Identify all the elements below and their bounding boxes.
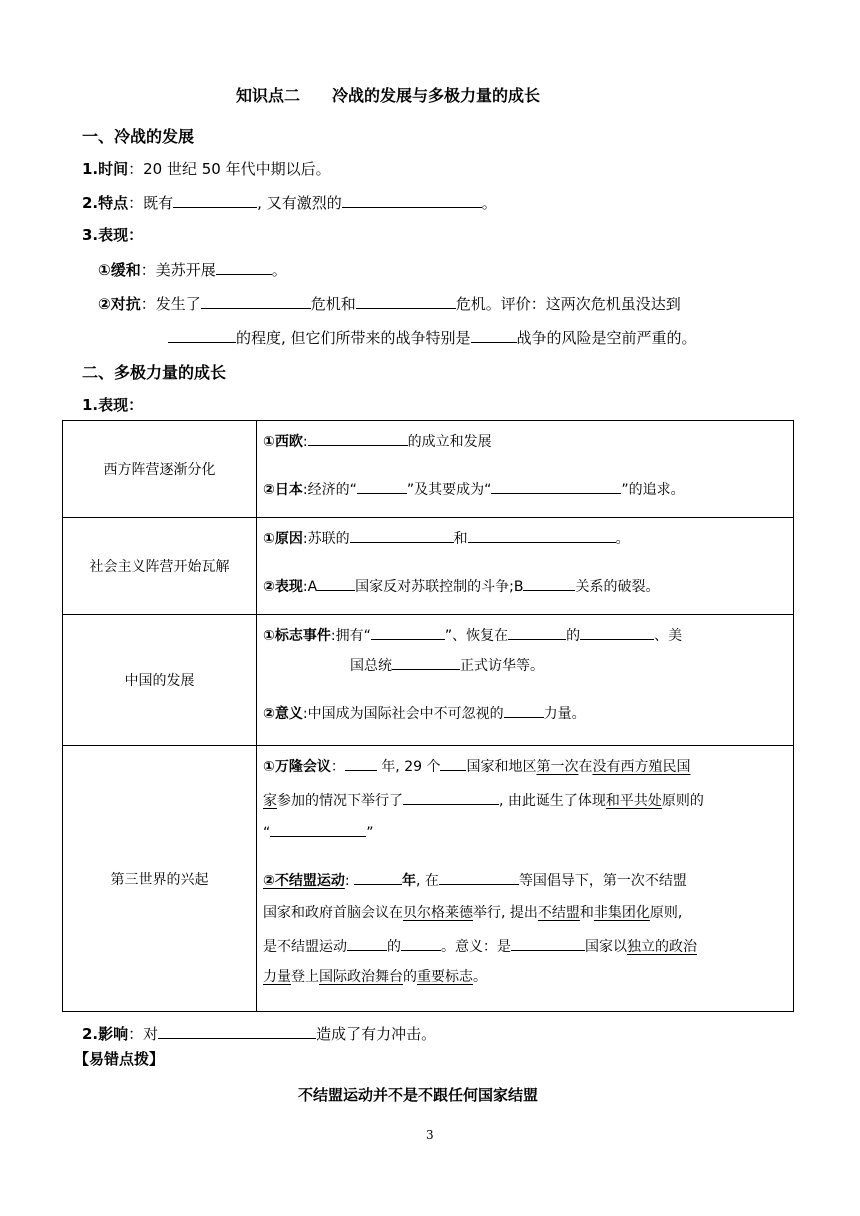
ease-label: ①缓和 (98, 261, 141, 279)
japan-text-b: ”及其要成为“ (406, 482, 492, 498)
conflict-text-a: ：发生了 (140, 295, 201, 313)
nam-text-i: 和 (579, 905, 594, 921)
nam-line-1 (263, 868, 687, 890)
blank-25[interactable] (439, 868, 519, 885)
nam-line-4 (263, 966, 487, 986)
blank-11[interactable] (350, 526, 454, 543)
nam-text-p: 独立的政治 (627, 939, 697, 955)
time-text: ：20 世纪 50 年代中期以后。 (128, 160, 331, 178)
table-row (63, 518, 794, 615)
blank-22[interactable] (403, 788, 499, 805)
bandung-text-i: , 由此诞生了体现 (499, 793, 606, 809)
west-europe-label: ①西欧 (263, 434, 303, 450)
impact-text-a: ：对 (128, 1025, 159, 1043)
significance-line (263, 701, 586, 723)
blank-12[interactable] (468, 526, 616, 543)
blank-5[interactable] (356, 292, 456, 309)
row-category: 西方阵营逐渐分化 (63, 421, 257, 518)
nam-text-k: 原则, (649, 905, 683, 921)
row-content (257, 518, 794, 615)
cause-line (263, 526, 630, 548)
nam-label: ②不结盟运动 (263, 873, 345, 889)
cause-text-b: 和 (453, 531, 468, 547)
page-title: 知识点二 冷战的发展与多极力量的成长 (236, 86, 541, 105)
event-text-d: 、美 (654, 628, 683, 644)
section1-heading: 一、冷战的发展 (82, 127, 195, 146)
bandung-text-b: 年, 29 个 (381, 759, 441, 775)
row-category: 第三世界的兴起 (63, 746, 257, 1012)
nam-text-t: 的 (403, 969, 417, 985)
nam-text-f: 贝尔格莱德 (403, 905, 473, 921)
bandung-text-m: ” (366, 825, 374, 841)
nam-text-j: 非集团化 (593, 905, 650, 921)
impact-line (82, 1022, 436, 1044)
ease-line (98, 258, 287, 280)
blank-14[interactable] (523, 574, 575, 591)
blank-4[interactable] (201, 292, 311, 309)
bandung-text-d: 第一次 (536, 759, 579, 775)
nam-text-s: 国际政治舞台 (319, 969, 403, 985)
bandung-text-g: 家 (263, 793, 277, 809)
nam-text-l: 是不结盟运动 (263, 939, 347, 955)
significance-text-b: 力量。 (543, 706, 586, 722)
blank-28[interactable] (511, 934, 585, 951)
blank-2[interactable] (342, 191, 482, 208)
tip-heading: 【易错点拨】 (74, 1050, 165, 1068)
west-europe-line (263, 429, 492, 451)
conflict-line-2 (168, 326, 697, 348)
table-row (63, 746, 794, 1012)
conflict-text-b: 危机和 (310, 295, 356, 313)
japan-label: ②日本 (263, 482, 303, 498)
conflict-text-d: 的程度, 但它们所带来的战争特别是 (236, 329, 471, 347)
blank-20[interactable] (345, 754, 377, 771)
ease-text: ：美苏开展 (140, 261, 216, 279)
cause-text-c: 。 (615, 531, 630, 547)
bandung-text-l: “ (263, 825, 271, 841)
feature-text-a: ：既有 (128, 194, 174, 212)
nam-text-n: 。意义：是 (441, 939, 511, 955)
event-line-1 (263, 623, 682, 645)
bandung-text-a: ： (330, 759, 345, 775)
show-label: 3.表现： (82, 226, 144, 244)
west-europe-text-b: 的成立和发展 (407, 434, 492, 450)
blank-13[interactable] (317, 574, 355, 591)
blank-29[interactable] (158, 1022, 316, 1039)
blank-1[interactable] (173, 191, 257, 208)
blank-23[interactable] (270, 820, 366, 837)
blank-7[interactable] (471, 326, 517, 343)
page-number: 3 (426, 1128, 434, 1142)
blank-27[interactable] (401, 934, 441, 951)
bandung-text-f: 没有西方殖民国 (592, 759, 691, 775)
manifest-text-a: :A (302, 579, 318, 595)
time-line (82, 158, 331, 179)
nam-text-o: 国家以 (585, 939, 627, 955)
manifest-text-c: 关系的破裂。 (575, 579, 660, 595)
cause-text-a: :苏联的 (302, 531, 350, 547)
blank-24[interactable] (354, 868, 402, 885)
nam-line-2 (263, 902, 682, 922)
feature-text-b: , 又有激烈的 (257, 194, 342, 212)
tip-text: 不结盟运动并不是不跟任何国家结盟 (298, 1086, 539, 1104)
row-content (257, 746, 794, 1012)
conflict-label: ②对抗 (98, 295, 141, 313)
blank-6[interactable] (168, 326, 236, 343)
section2-heading: 二、多极力量的成长 (82, 363, 227, 382)
event-line-2 (350, 653, 544, 675)
blank-15[interactable] (371, 623, 445, 640)
bandung-line-3 (263, 820, 374, 841)
blank-16[interactable] (508, 623, 566, 640)
nam-text-v: 。 (473, 969, 487, 985)
japan-line (263, 477, 685, 499)
feature-line (82, 191, 497, 213)
row-content (257, 421, 794, 518)
impact-label: 2.影响 (82, 1025, 129, 1043)
nam-text-a: : (344, 873, 350, 889)
bandung-text-h: 参加的情况下举行了 (277, 793, 403, 809)
blank-19[interactable] (504, 701, 544, 718)
impact-text-b: 造成了有力冲击。 (316, 1025, 437, 1043)
blank-3[interactable] (216, 258, 272, 275)
event-text-e: 国总统 (350, 658, 392, 674)
blank-10[interactable] (491, 477, 621, 494)
japan-text-a: :经济的“ (302, 482, 357, 498)
feature-label: 2.特点 (82, 194, 129, 212)
table-row (63, 615, 794, 746)
event-text-c: 的 (566, 628, 581, 644)
blank-18[interactable] (392, 653, 460, 670)
bandung-text-e: 在 (578, 759, 593, 775)
cause-label: ①原因 (263, 531, 303, 547)
table-row (63, 421, 794, 518)
row-category: 中国的发展 (63, 615, 257, 746)
event-text-f: 正式访华等。 (460, 658, 544, 674)
conflict-line-1 (98, 292, 681, 314)
time-label: 1.时间 (82, 160, 129, 178)
nam-line-3 (263, 934, 697, 956)
event-text-a: :拥有“ (330, 628, 371, 644)
bandung-text-c: 国家和地区 (466, 759, 537, 775)
section2-show-label: 1.表现： (82, 396, 144, 414)
significance-label: ②意义 (263, 706, 303, 722)
blank-26[interactable] (347, 934, 387, 951)
event-text-b: ”、恢复在 (444, 628, 509, 644)
nam-text-g: 举行, 提出 (473, 905, 538, 921)
bandung-text-j: 和平共处 (605, 793, 662, 809)
nam-text-e: 国家和政府首脑会议在 (263, 905, 403, 921)
event-label: ①标志事件 (263, 628, 331, 644)
nam-text-q: 力量 (263, 969, 291, 985)
bandung-text-k: 原则的 (661, 793, 704, 809)
west-europe-text-a: : (302, 434, 308, 450)
multipolar-table (62, 420, 794, 1012)
manifest-label: ②表现 (263, 579, 303, 595)
row-category: 社会主义阵营开始瓦解 (63, 518, 257, 615)
nam-text-r: 登上 (291, 969, 319, 985)
manifest-text-b: 国家反对苏联控制的斗争;B (355, 579, 524, 595)
conflict-text-c: 危机。评价：这两次危机虽没达到 (455, 295, 681, 313)
japan-text-c: ”的追求。 (621, 482, 685, 498)
ease-end: 。 (271, 261, 287, 279)
nam-text-h: 不结盟 (537, 905, 580, 921)
nam-text-u: 重要标志 (417, 969, 473, 985)
nam-text-c: , 在 (416, 873, 439, 889)
manifest-line (263, 574, 659, 596)
blank-21[interactable] (440, 754, 466, 771)
bandung-label: ①万隆会议 (263, 759, 331, 775)
bandung-line-2 (263, 788, 704, 810)
nam-text-b: 年 (402, 873, 417, 889)
significance-text-a: :中国成为国际社会中不可忽视的 (302, 706, 504, 722)
bandung-line-1 (263, 754, 690, 776)
blank-9[interactable] (357, 477, 407, 494)
conflict-text-e: 战争的风险是空前严重的。 (516, 329, 697, 347)
blank-8[interactable] (308, 429, 408, 446)
feature-text-c: 。 (481, 194, 497, 212)
blank-17[interactable] (580, 623, 654, 640)
nam-text-d: 等国倡导下，第一次不结盟 (518, 873, 687, 889)
row-content (257, 615, 794, 746)
nam-text-m: 的 (387, 939, 401, 955)
